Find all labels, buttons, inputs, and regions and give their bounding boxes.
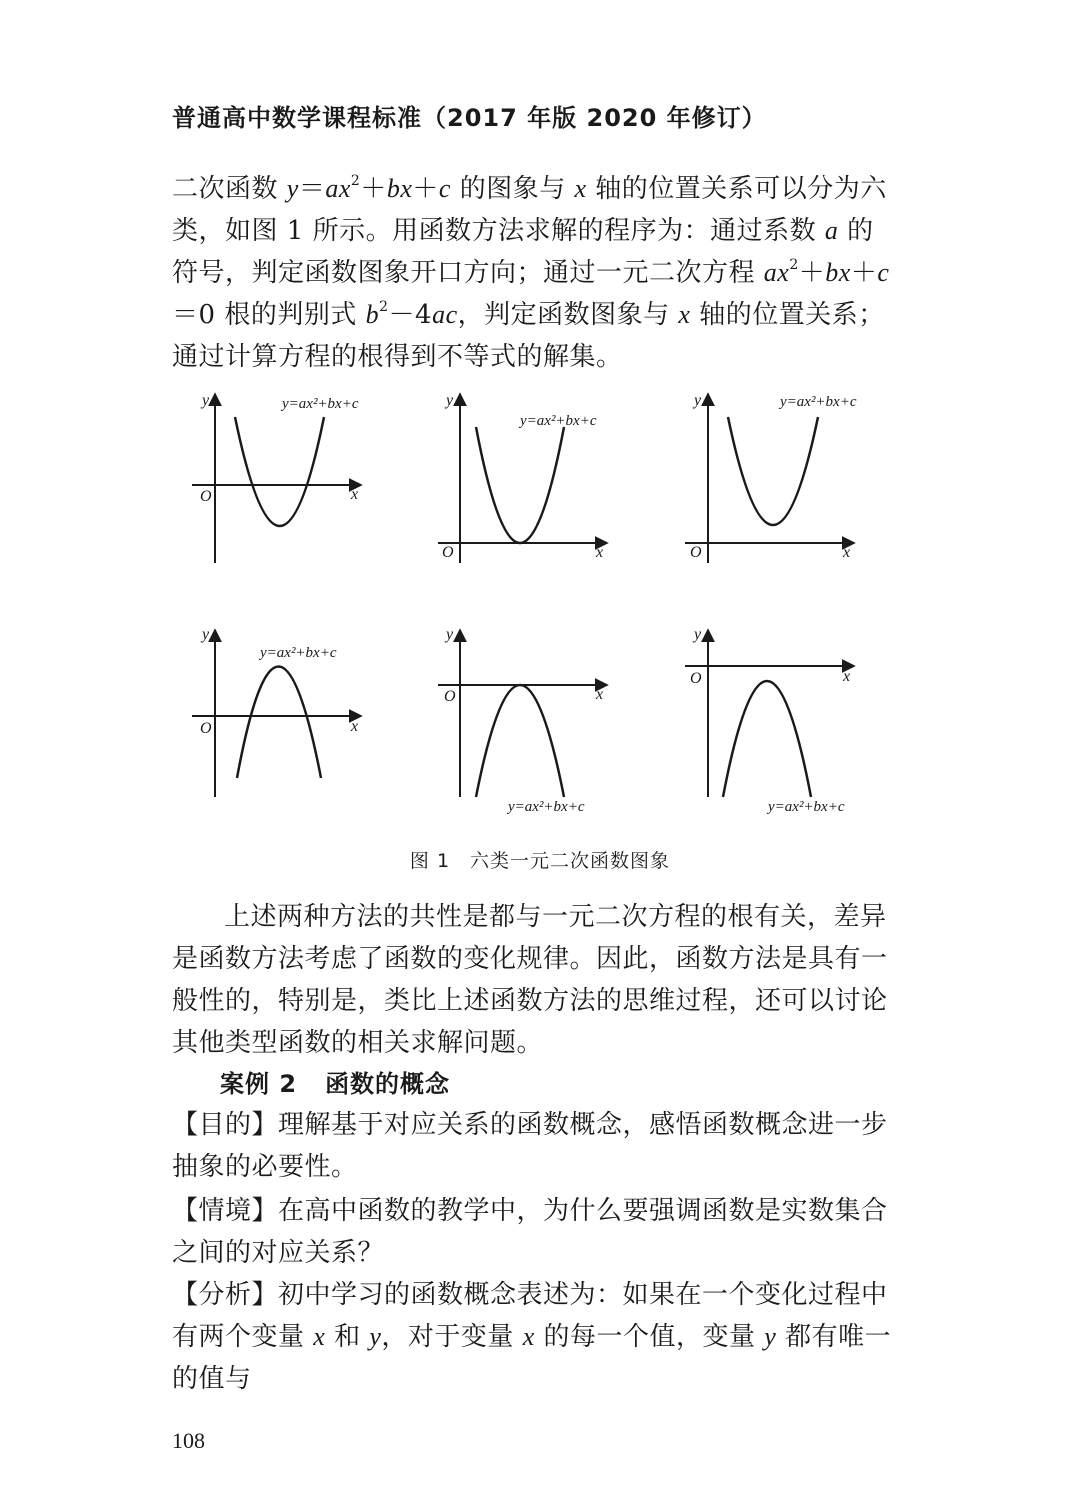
graph-panel-3 bbox=[685, 392, 857, 563]
y-axis-label: y bbox=[446, 392, 454, 409]
x-axis-label: x bbox=[596, 544, 604, 561]
x-axis-label: x bbox=[843, 668, 851, 685]
parabola-curve bbox=[723, 681, 811, 797]
y-axis-label: y bbox=[202, 392, 210, 409]
paragraph-quadratic-method: 二次函数 $y=ax^2+bx+c$ 的图象与 x 轴的位置关系可以分为六类，如图 1 所示。用函数方法求解的程序为：通过系数 a 的符号，判定函数图象开口方向；通过一元二次方程 $ax^2+bx+c=0$ 根的判别式 $b^2-4ac$，判定函数图象与 x 轴的位置关系；通过计算方程的根得到不等式的解集。 bbox=[172, 173, 890, 372]
origin-label: O bbox=[200, 488, 212, 505]
case-heading bbox=[220, 1064, 450, 1099]
paragraph-purpose: 【目的】理解基于对应关系的函数概念，感悟函数概念进一步抽象的必要性。 bbox=[172, 1110, 888, 1182]
y-axis-label: y bbox=[694, 626, 702, 643]
x-axis-label: x bbox=[351, 486, 359, 503]
case-number: 案例 2 bbox=[220, 1070, 298, 1098]
function-label: y=ax²+bx+c bbox=[260, 645, 337, 661]
origin-label: O bbox=[442, 544, 454, 561]
running-header: 普通高中数学课程标准（2017 年版 2020 年修订） bbox=[172, 104, 767, 132]
parabola-curve bbox=[237, 667, 321, 779]
y-axis-label: y bbox=[446, 626, 454, 643]
graph-panel-2 bbox=[438, 392, 606, 563]
origin-label: O bbox=[690, 670, 702, 687]
page-number: 108 bbox=[172, 1428, 205, 1453]
case-title-text: 函数的概念 bbox=[325, 1070, 451, 1098]
function-label: y=ax²+bx+c bbox=[768, 799, 845, 815]
purpose-tag: 【目的】 bbox=[172, 1110, 279, 1140]
quadratic-graphs-figure bbox=[180, 385, 900, 825]
parabola-curve bbox=[476, 685, 564, 797]
y-axis-label: y bbox=[202, 626, 210, 643]
function-label: y=ax²+bx+c bbox=[282, 396, 359, 412]
origin-label: O bbox=[444, 688, 456, 705]
x-axis-label: x bbox=[843, 544, 851, 561]
function-label: y=ax²+bx+c bbox=[520, 413, 597, 429]
graph-panel-1 bbox=[192, 392, 360, 563]
paragraph-context: 【情境】在高中函数的教学中，为什么要强调函数是实数集合之间的对应关系？ bbox=[172, 1196, 888, 1268]
y-axis-label: y bbox=[694, 392, 702, 409]
parabola-curve bbox=[476, 427, 564, 543]
graph-panel-6 bbox=[685, 626, 853, 815]
analysis-tag: 【分析】 bbox=[172, 1280, 279, 1310]
x-axis-label: x bbox=[351, 718, 359, 735]
function-label: y=ax²+bx+c bbox=[508, 799, 585, 815]
origin-label: O bbox=[200, 720, 212, 737]
figure-caption: 图 1 六类一元二次函数图象 bbox=[409, 850, 671, 872]
parabola-curve bbox=[728, 417, 818, 525]
graph-panel-4 bbox=[192, 626, 360, 797]
graph-panel-5 bbox=[438, 626, 606, 815]
paragraph-analysis: 【分析】初中学习的函数概念表述为：如果在一个变化过程中有两个变量 x 和 y，对于变量 x 的每一个值，变量 y 都有唯一的值与 bbox=[172, 1280, 892, 1394]
parabola-curve bbox=[235, 417, 324, 526]
function-label: y=ax²+bx+c bbox=[780, 394, 857, 410]
x-axis-label: x bbox=[596, 686, 604, 703]
origin-label: O bbox=[690, 544, 702, 561]
context-tag: 【情境】 bbox=[172, 1196, 279, 1226]
paragraph-method-comparison: 上述两种方法的共性是都与一元二次方程的根有关，差异是函数方法考虑了函数的变化规律。因此，函数方法是具有一般性的，特别是，类比上述函数方法的思维过程，还可以讨论其他类型函数的相关求解问题。 bbox=[172, 902, 888, 1058]
